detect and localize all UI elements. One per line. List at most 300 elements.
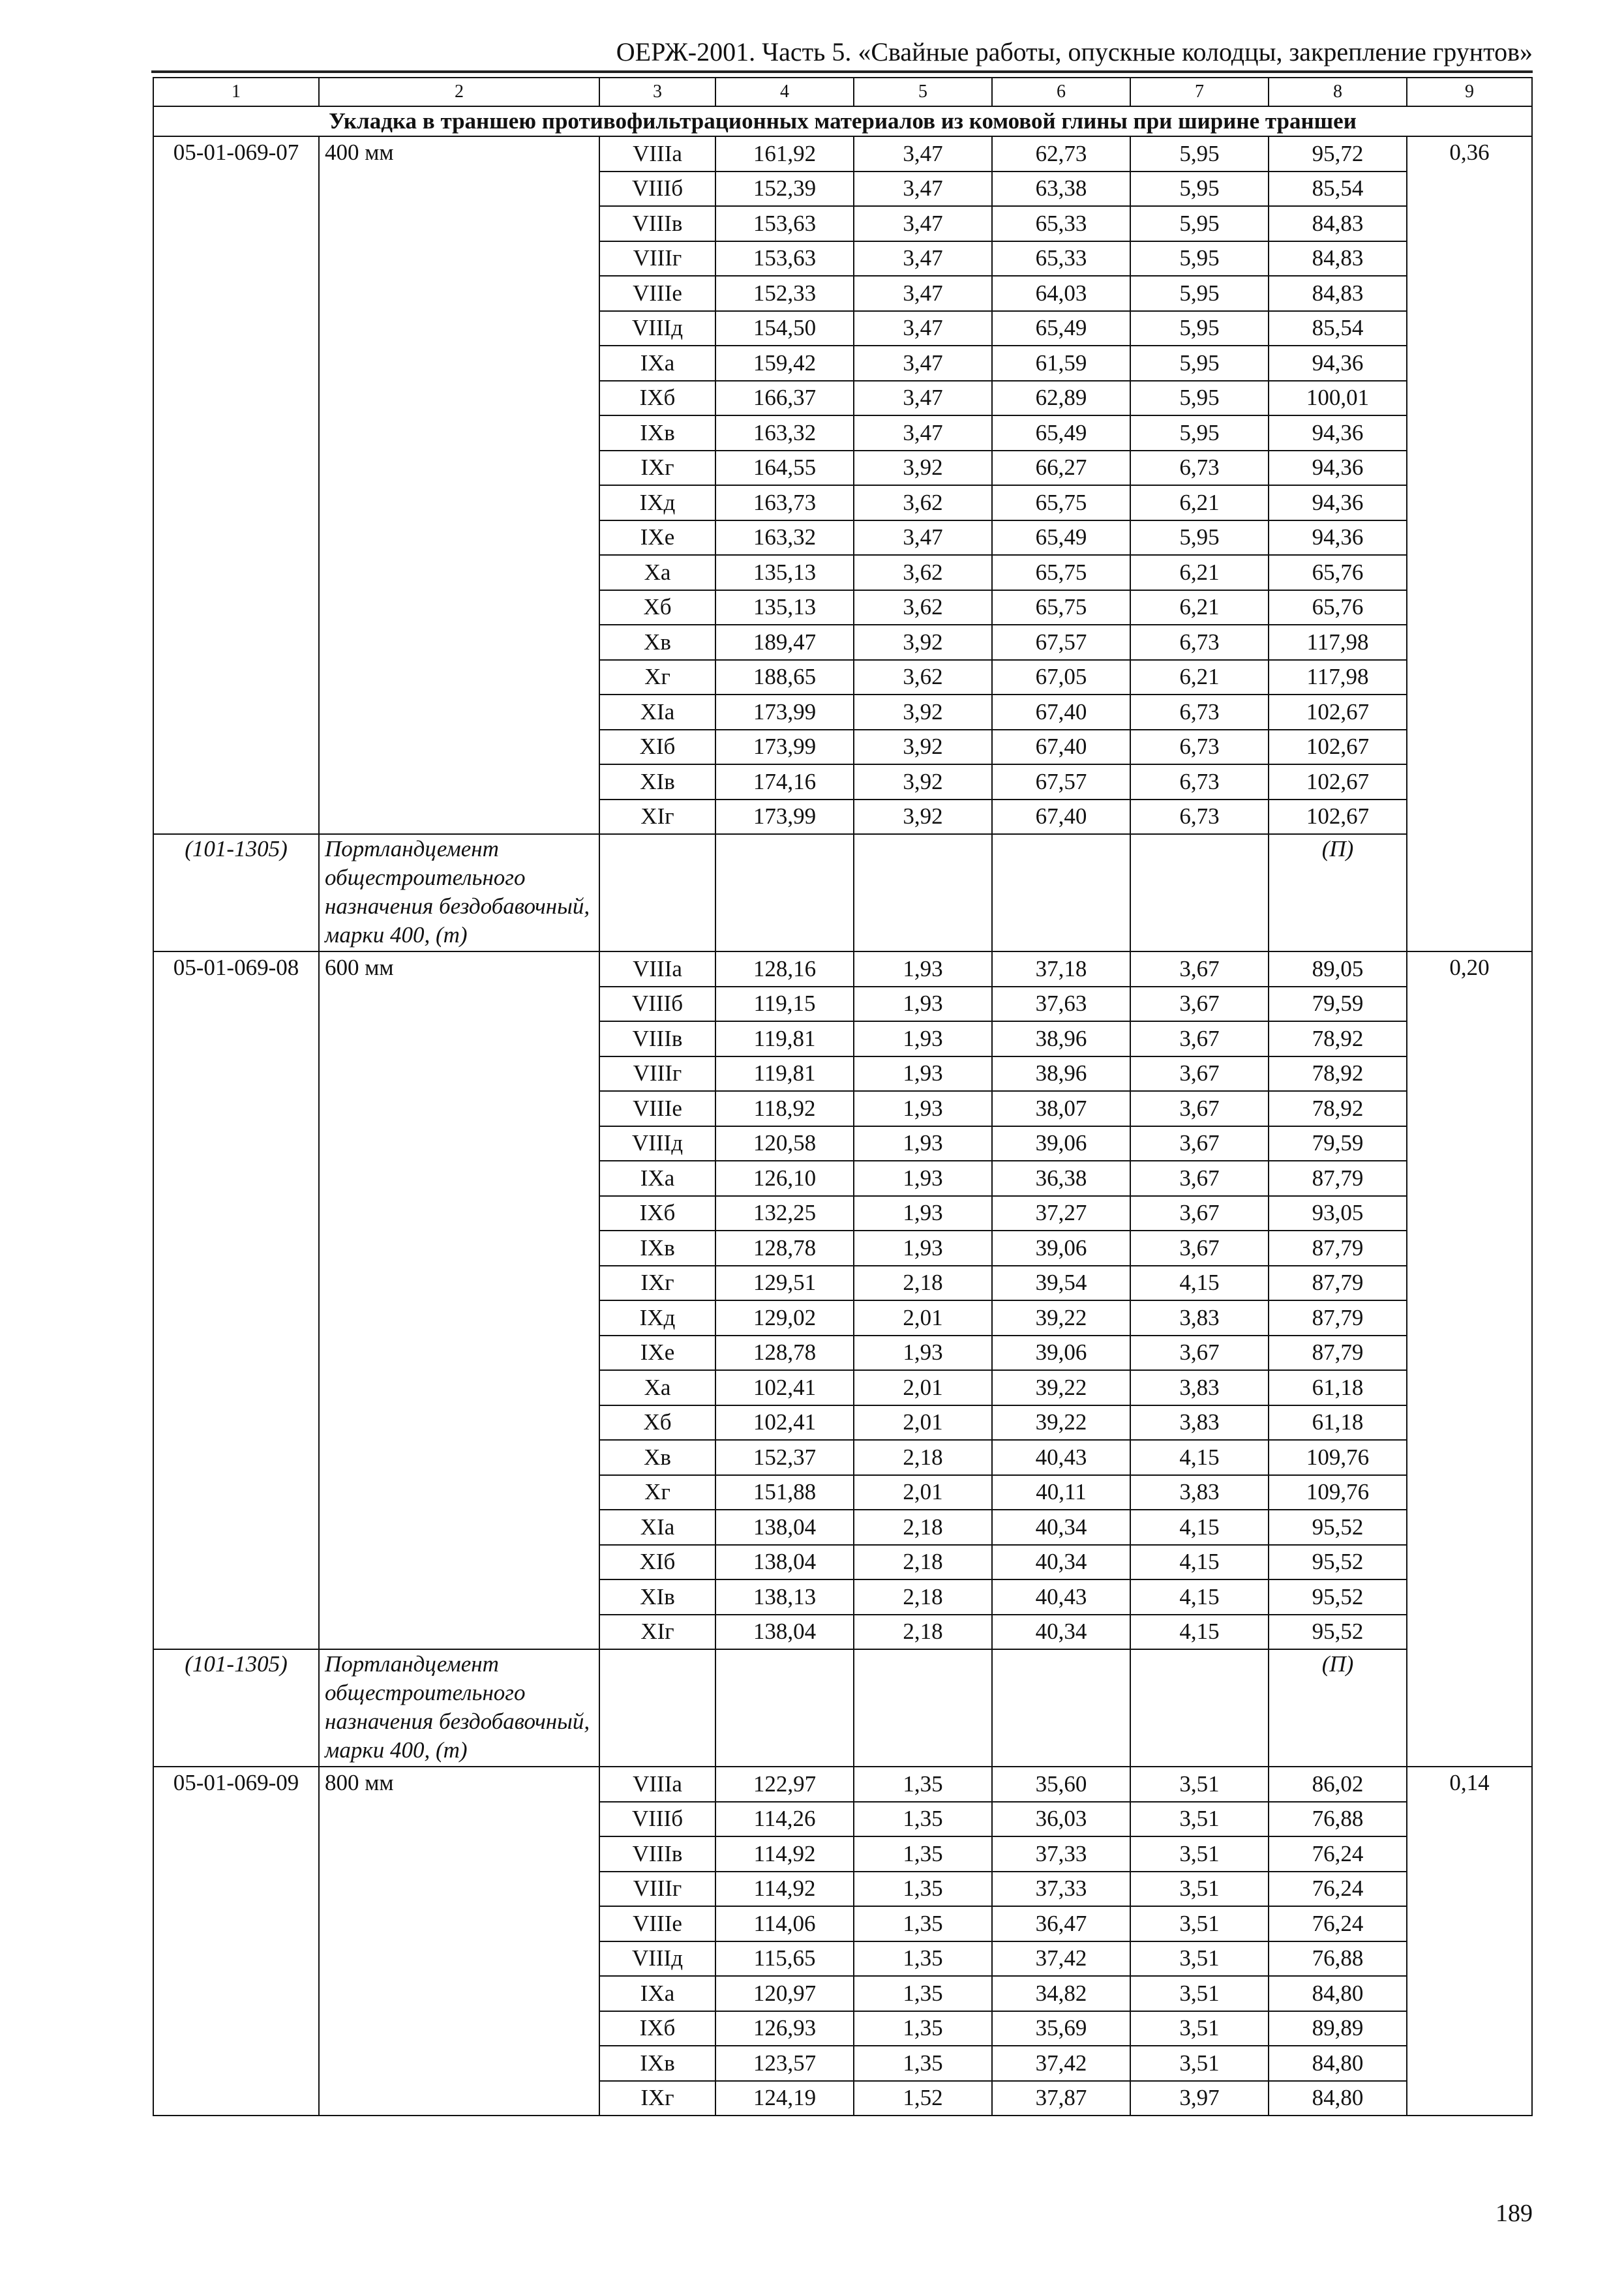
value-cell: 3,83 <box>1130 1300 1269 1336</box>
value-cell: 39,22 <box>992 1370 1130 1405</box>
value-cell: 67,05 <box>992 660 1130 695</box>
value-cell: 6,21 <box>1130 485 1269 520</box>
value-cell: 3,83 <box>1130 1405 1269 1441</box>
value-cell: 85,54 <box>1269 311 1407 346</box>
value-cell: 123,57 <box>715 2046 854 2081</box>
value-cell: 65,49 <box>992 311 1130 346</box>
resource-tag-cell: (П) <box>1269 834 1407 951</box>
value-cell: 1,93 <box>854 1126 992 1161</box>
value-cell: 3,67 <box>1130 1091 1269 1126</box>
value-cell: 3,67 <box>1130 1231 1269 1266</box>
value-cell: 1,35 <box>854 1802 992 1837</box>
value-cell: 65,49 <box>992 520 1130 556</box>
value-cell: 94,36 <box>1269 520 1407 556</box>
value-cell: 163,73 <box>715 485 854 520</box>
soil-category-cell: VIIIг <box>599 1872 715 1907</box>
value-cell: 3,67 <box>1130 1336 1269 1371</box>
value-cell: 119,81 <box>715 1056 854 1092</box>
value-cell: 6,21 <box>1130 555 1269 590</box>
value-cell: 3,51 <box>1130 2046 1269 2081</box>
value-cell: 2,01 <box>854 1300 992 1336</box>
value-cell: 1,35 <box>854 1872 992 1907</box>
resource-name-cell: Портландцемент общестроительного назначения бездобавочный, марки 400, (т) <box>319 834 599 951</box>
value-cell: 118,92 <box>715 1091 854 1126</box>
rate-last-column-cell: 0,36 <box>1407 136 1532 951</box>
value-cell: 62,73 <box>992 136 1130 172</box>
value-cell: 135,13 <box>715 555 854 590</box>
value-cell: 67,40 <box>992 695 1130 730</box>
value-cell: 76,88 <box>1269 1802 1407 1837</box>
value-cell: 5,95 <box>1130 415 1269 451</box>
value-cell: 1,93 <box>854 1056 992 1092</box>
value-cell: 3,92 <box>854 800 992 835</box>
value-cell: 84,83 <box>1269 276 1407 311</box>
value-cell: 153,63 <box>715 206 854 241</box>
value-cell: 3,47 <box>854 206 992 241</box>
value-cell: 37,33 <box>992 1872 1130 1907</box>
soil-category-cell: VIIIа <box>599 1767 715 1802</box>
value-cell: 4,15 <box>1130 1510 1269 1545</box>
soil-category-cell: VIIIб <box>599 987 715 1022</box>
value-cell: 1,35 <box>854 1941 992 1977</box>
value-cell: 84,80 <box>1269 1976 1407 2011</box>
value-cell: 87,79 <box>1269 1336 1407 1371</box>
value-cell: 174,16 <box>715 764 854 800</box>
value-cell: 38,07 <box>992 1091 1130 1126</box>
value-cell: 95,52 <box>1269 1545 1407 1580</box>
value-cell: 115,65 <box>715 1941 854 1977</box>
soil-category-cell: Xг <box>599 660 715 695</box>
value-cell: 126,10 <box>715 1161 854 1196</box>
value-cell: 5,95 <box>1130 206 1269 241</box>
value-cell: 3,67 <box>1130 1021 1269 1056</box>
value-cell: 102,67 <box>1269 800 1407 835</box>
value-cell: 132,25 <box>715 1196 854 1231</box>
value-cell: 120,58 <box>715 1126 854 1161</box>
value-cell: 3,51 <box>1130 1767 1269 1802</box>
value-cell: 6,21 <box>1130 660 1269 695</box>
value-cell: 1,35 <box>854 2011 992 2046</box>
value-cell: 1,93 <box>854 1196 992 1231</box>
soil-category-cell: XIг <box>599 800 715 835</box>
value-cell: 1,93 <box>854 1336 992 1371</box>
value-cell: 120,97 <box>715 1976 854 2011</box>
soil-category-cell: VIIIд <box>599 1126 715 1161</box>
empty-cell <box>1130 1649 1269 1767</box>
rate-code-cell: 05-01-069-09 <box>153 1767 319 2116</box>
value-cell: 65,76 <box>1269 555 1407 590</box>
rate-name-cell: 600 мм <box>319 951 599 1649</box>
value-cell: 153,63 <box>715 241 854 277</box>
value-cell: 79,59 <box>1269 987 1407 1022</box>
value-cell: 173,99 <box>715 800 854 835</box>
soil-category-cell: XIв <box>599 764 715 800</box>
soil-category-cell: IXд <box>599 1300 715 1336</box>
soil-category-cell: VIIIе <box>599 1091 715 1126</box>
value-cell: 87,79 <box>1269 1161 1407 1196</box>
value-cell: 1,93 <box>854 987 992 1022</box>
soil-category-cell: VIIIе <box>599 1906 715 1941</box>
rate-name-cell: 800 мм <box>319 1767 599 2116</box>
value-cell: 102,67 <box>1269 730 1407 765</box>
value-cell: 3,47 <box>854 381 992 416</box>
value-cell: 3,92 <box>854 695 992 730</box>
value-cell: 39,22 <box>992 1300 1130 1336</box>
soil-category-cell: VIIIв <box>599 1836 715 1872</box>
value-cell: 94,36 <box>1269 485 1407 520</box>
value-cell: 39,06 <box>992 1231 1130 1266</box>
value-cell: 95,52 <box>1269 1615 1407 1650</box>
soil-category-cell: IXб <box>599 381 715 416</box>
soil-category-cell: IXе <box>599 520 715 556</box>
value-cell: 37,42 <box>992 2046 1130 2081</box>
value-cell: 3,67 <box>1130 1161 1269 1196</box>
value-cell: 3,62 <box>854 485 992 520</box>
soil-category-cell: VIIIа <box>599 951 715 987</box>
value-cell: 5,95 <box>1130 172 1269 207</box>
value-cell: 128,16 <box>715 951 854 987</box>
value-cell: 163,32 <box>715 520 854 556</box>
value-cell: 78,92 <box>1269 1021 1407 1056</box>
value-cell: 173,99 <box>715 695 854 730</box>
soil-category-cell: XIг <box>599 1615 715 1650</box>
value-cell: 36,03 <box>992 1802 1130 1837</box>
value-cell: 5,95 <box>1130 346 1269 381</box>
value-cell: 67,40 <box>992 800 1130 835</box>
value-cell: 3,62 <box>854 555 992 590</box>
value-cell: 5,95 <box>1130 276 1269 311</box>
value-cell: 38,96 <box>992 1021 1130 1056</box>
empty-cell <box>992 834 1130 951</box>
value-cell: 2,18 <box>854 1510 992 1545</box>
value-cell: 61,18 <box>1269 1405 1407 1441</box>
resource-row <box>153 834 1532 951</box>
value-cell: 85,54 <box>1269 172 1407 207</box>
value-cell: 39,22 <box>992 1405 1130 1441</box>
value-cell: 62,89 <box>992 381 1130 416</box>
value-cell: 36,38 <box>992 1161 1130 1196</box>
value-cell: 128,78 <box>715 1336 854 1371</box>
value-cell: 78,92 <box>1269 1091 1407 1126</box>
value-cell: 87,79 <box>1269 1300 1407 1336</box>
value-cell: 37,27 <box>992 1196 1130 1231</box>
value-cell: 3,51 <box>1130 1906 1269 1941</box>
page-header-title: ОЕРЖ-2001. Часть 5. «Свайные работы, опускные колодцы, закрепление грунтов» <box>616 37 1533 67</box>
value-cell: 37,18 <box>992 951 1130 987</box>
value-cell: 152,39 <box>715 172 854 207</box>
soil-category-cell: VIIIб <box>599 1802 715 1837</box>
page-number: 189 <box>1496 2200 1533 2227</box>
value-cell: 87,79 <box>1269 1266 1407 1301</box>
value-cell: 135,13 <box>715 590 854 625</box>
soil-category-cell: Xг <box>599 1475 715 1510</box>
soil-category-cell: VIIIг <box>599 1056 715 1092</box>
soil-category-cell: IXд <box>599 485 715 520</box>
value-cell: 3,92 <box>854 451 992 486</box>
value-cell: 79,59 <box>1269 1126 1407 1161</box>
value-cell: 129,02 <box>715 1300 854 1336</box>
value-cell: 2,18 <box>854 1266 992 1301</box>
soil-category-cell: VIIIд <box>599 1941 715 1977</box>
soil-category-cell: VIIIе <box>599 276 715 311</box>
soil-category-cell: XIа <box>599 695 715 730</box>
value-cell: 1,93 <box>854 1231 992 1266</box>
value-cell: 40,43 <box>992 1440 1130 1475</box>
value-cell: 3,47 <box>854 311 992 346</box>
value-cell: 2,01 <box>854 1370 992 1405</box>
value-cell: 114,92 <box>715 1836 854 1872</box>
value-cell: 65,33 <box>992 206 1130 241</box>
value-cell: 3,92 <box>854 730 992 765</box>
column-number: 5 <box>854 78 992 106</box>
value-cell: 3,62 <box>854 660 992 695</box>
value-cell: 4,15 <box>1130 1579 1269 1615</box>
value-cell: 37,63 <box>992 987 1130 1022</box>
soil-category-cell: IXв <box>599 2046 715 2081</box>
value-cell: 3,83 <box>1130 1475 1269 1510</box>
value-cell: 6,73 <box>1130 800 1269 835</box>
value-cell: 39,06 <box>992 1126 1130 1161</box>
column-number: 7 <box>1130 78 1269 106</box>
table-row <box>153 951 1532 987</box>
value-cell: 37,33 <box>992 1836 1130 1872</box>
value-cell: 3,47 <box>854 276 992 311</box>
value-cell: 66,27 <box>992 451 1130 486</box>
value-cell: 3,51 <box>1130 1976 1269 2011</box>
value-cell: 128,78 <box>715 1231 854 1266</box>
value-cell: 94,36 <box>1269 451 1407 486</box>
section-title: Укладка в траншею противофильтрационных материалов из комовой глины при ширине траншеи <box>153 106 1532 136</box>
soil-category-cell: IXв <box>599 1231 715 1266</box>
soil-category-cell: XIб <box>599 730 715 765</box>
resource-code-cell: (101-1305) <box>153 1649 319 1767</box>
value-cell: 37,87 <box>992 2081 1130 2116</box>
value-cell: 78,92 <box>1269 1056 1407 1092</box>
value-cell: 164,55 <box>715 451 854 486</box>
value-cell: 1,52 <box>854 2081 992 2116</box>
value-cell: 2,01 <box>854 1405 992 1441</box>
value-cell: 2,01 <box>854 1475 992 1510</box>
value-cell: 117,98 <box>1269 625 1407 660</box>
soil-category-cell: IXг <box>599 451 715 486</box>
value-cell: 138,04 <box>715 1545 854 1580</box>
value-cell: 138,04 <box>715 1510 854 1545</box>
value-cell: 5,95 <box>1130 311 1269 346</box>
value-cell: 173,99 <box>715 730 854 765</box>
value-cell: 3,51 <box>1130 1802 1269 1837</box>
value-cell: 84,83 <box>1269 241 1407 277</box>
value-cell: 2,18 <box>854 1545 992 1580</box>
soil-category-cell: VIIIв <box>599 206 715 241</box>
value-cell: 3,47 <box>854 241 992 277</box>
value-cell: 151,88 <box>715 1475 854 1510</box>
value-cell: 3,62 <box>854 590 992 625</box>
value-cell: 114,92 <box>715 1872 854 1907</box>
value-cell: 3,67 <box>1130 1056 1269 1092</box>
value-cell: 1,35 <box>854 1836 992 1872</box>
value-cell: 37,42 <box>992 1941 1130 1977</box>
value-cell: 84,80 <box>1269 2081 1407 2116</box>
value-cell: 35,60 <box>992 1767 1130 1802</box>
rate-code-cell: 05-01-069-08 <box>153 951 319 1649</box>
soil-category-cell: IXа <box>599 1161 715 1196</box>
empty-cell <box>599 1649 715 1767</box>
value-cell: 114,06 <box>715 1906 854 1941</box>
value-cell: 2,18 <box>854 1615 992 1650</box>
value-cell: 65,33 <box>992 241 1130 277</box>
resource-name-cell: Портландцемент общестроительного назначения бездобавочный, марки 400, (т) <box>319 1649 599 1767</box>
value-cell: 4,15 <box>1130 1440 1269 1475</box>
value-cell: 35,69 <box>992 2011 1130 2046</box>
value-cell: 3,47 <box>854 136 992 172</box>
value-cell: 65,75 <box>992 555 1130 590</box>
value-cell: 109,76 <box>1269 1440 1407 1475</box>
value-cell: 61,18 <box>1269 1370 1407 1405</box>
value-cell: 119,81 <box>715 1021 854 1056</box>
value-cell: 3,67 <box>1130 1126 1269 1161</box>
value-cell: 6,21 <box>1130 590 1269 625</box>
value-cell: 152,37 <box>715 1440 854 1475</box>
value-cell: 76,24 <box>1269 1836 1407 1872</box>
value-cell: 34,82 <box>992 1976 1130 2011</box>
value-cell: 161,92 <box>715 136 854 172</box>
value-cell: 4,15 <box>1130 1266 1269 1301</box>
value-cell: 84,80 <box>1269 2046 1407 2081</box>
value-cell: 126,93 <box>715 2011 854 2046</box>
empty-cell <box>1130 834 1269 951</box>
soil-category-cell: Xв <box>599 625 715 660</box>
value-cell: 67,40 <box>992 730 1130 765</box>
value-cell: 76,24 <box>1269 1872 1407 1907</box>
value-cell: 65,75 <box>992 590 1130 625</box>
table-row <box>153 1767 1532 1802</box>
soil-category-cell: Xб <box>599 1405 715 1441</box>
section-title-row <box>153 106 1532 136</box>
value-cell: 3,51 <box>1130 1872 1269 1907</box>
value-cell: 89,89 <box>1269 2011 1407 2046</box>
value-cell: 6,73 <box>1130 764 1269 800</box>
value-cell: 4,15 <box>1130 1615 1269 1650</box>
soil-category-cell: VIIIа <box>599 136 715 172</box>
soil-category-cell: IXа <box>599 346 715 381</box>
rate-name-cell: 400 мм <box>319 136 599 834</box>
value-cell: 154,50 <box>715 311 854 346</box>
value-cell: 2,18 <box>854 1440 992 1475</box>
value-cell: 1,93 <box>854 1161 992 1196</box>
soil-category-cell: XIв <box>599 1579 715 1615</box>
value-cell: 100,01 <box>1269 381 1407 416</box>
header-rule <box>151 70 1533 73</box>
empty-cell <box>992 1649 1130 1767</box>
value-cell: 5,95 <box>1130 381 1269 416</box>
value-cell: 3,92 <box>854 625 992 660</box>
value-cell: 3,92 <box>854 764 992 800</box>
value-cell: 102,41 <box>715 1370 854 1405</box>
value-cell: 138,13 <box>715 1579 854 1615</box>
value-cell: 3,47 <box>854 172 992 207</box>
value-cell: 109,76 <box>1269 1475 1407 1510</box>
table-row <box>153 136 1532 172</box>
value-cell: 65,76 <box>1269 590 1407 625</box>
value-cell: 1,93 <box>854 1021 992 1056</box>
rate-last-column-cell: 0,20 <box>1407 951 1532 1767</box>
value-cell: 119,15 <box>715 987 854 1022</box>
value-cell: 84,83 <box>1269 206 1407 241</box>
value-cell: 63,38 <box>992 172 1130 207</box>
column-number: 8 <box>1269 78 1407 106</box>
value-cell: 102,67 <box>1269 695 1407 730</box>
value-cell: 4,15 <box>1130 1545 1269 1580</box>
value-cell: 1,35 <box>854 1767 992 1802</box>
soil-category-cell: IXб <box>599 2011 715 2046</box>
value-cell: 1,35 <box>854 1906 992 1941</box>
column-number: 9 <box>1407 78 1532 106</box>
value-cell: 159,42 <box>715 346 854 381</box>
soil-category-cell: IXа <box>599 1976 715 2011</box>
value-cell: 61,59 <box>992 346 1130 381</box>
value-cell: 65,75 <box>992 485 1130 520</box>
value-cell: 122,97 <box>715 1767 854 1802</box>
value-cell: 67,57 <box>992 764 1130 800</box>
value-cell: 3,47 <box>854 415 992 451</box>
value-cell: 3,67 <box>1130 1196 1269 1231</box>
value-cell: 93,05 <box>1269 1196 1407 1231</box>
value-cell: 129,51 <box>715 1266 854 1301</box>
value-cell: 6,73 <box>1130 451 1269 486</box>
soil-category-cell: Xа <box>599 555 715 590</box>
value-cell: 166,37 <box>715 381 854 416</box>
value-cell: 3,51 <box>1130 1836 1269 1872</box>
resource-tag-cell: (П) <box>1269 1649 1407 1767</box>
soil-category-cell: VIIIб <box>599 172 715 207</box>
value-cell: 102,41 <box>715 1405 854 1441</box>
soil-category-cell: IXе <box>599 1336 715 1371</box>
value-cell: 188,65 <box>715 660 854 695</box>
value-cell: 89,05 <box>1269 951 1407 987</box>
value-cell: 6,73 <box>1130 625 1269 660</box>
value-cell: 138,04 <box>715 1615 854 1650</box>
resource-row <box>153 1649 1532 1767</box>
soil-category-cell: XIб <box>599 1545 715 1580</box>
value-cell: 124,19 <box>715 2081 854 2116</box>
value-cell: 39,54 <box>992 1266 1130 1301</box>
value-cell: 102,67 <box>1269 764 1407 800</box>
value-cell: 94,36 <box>1269 415 1407 451</box>
value-cell: 64,03 <box>992 276 1130 311</box>
value-cell: 40,43 <box>992 1579 1130 1615</box>
value-cell: 189,47 <box>715 625 854 660</box>
empty-cell <box>599 834 715 951</box>
value-cell: 40,11 <box>992 1475 1130 1510</box>
soil-category-cell: Xв <box>599 1440 715 1475</box>
value-cell: 3,47 <box>854 520 992 556</box>
value-cell: 1,35 <box>854 2046 992 2081</box>
soil-category-cell: VIIIг <box>599 241 715 277</box>
value-cell: 86,02 <box>1269 1767 1407 1802</box>
rate-last-column-cell: 0,14 <box>1407 1767 1532 2116</box>
value-cell: 117,98 <box>1269 660 1407 695</box>
column-number: 3 <box>599 78 715 106</box>
rates-table <box>153 77 1533 2116</box>
value-cell: 95,52 <box>1269 1510 1407 1545</box>
column-number: 1 <box>153 78 319 106</box>
value-cell: 3,51 <box>1130 1941 1269 1977</box>
column-number: 2 <box>319 78 599 106</box>
value-cell: 76,24 <box>1269 1906 1407 1941</box>
value-cell: 3,51 <box>1130 2011 1269 2046</box>
value-cell: 67,57 <box>992 625 1130 660</box>
empty-cell <box>715 1649 854 1767</box>
